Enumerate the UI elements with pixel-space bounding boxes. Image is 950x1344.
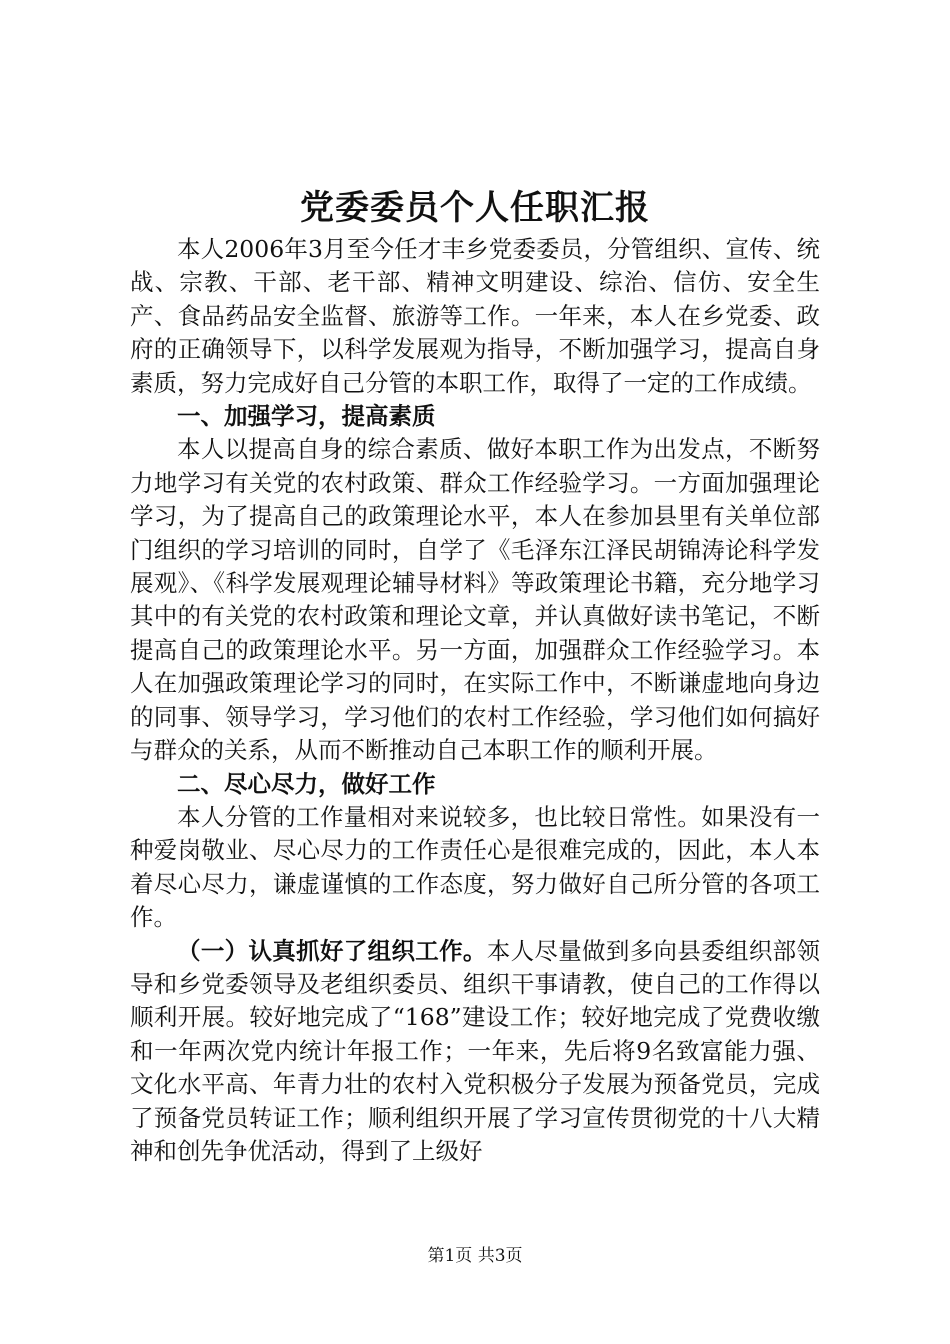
page-footer: 第1页 共3页 xyxy=(427,1246,523,1266)
document-body xyxy=(130,233,820,1168)
subsection-1-paragraph xyxy=(130,935,820,1169)
document-title: 党委委员个人任职汇报 xyxy=(300,188,650,228)
section-1-paragraph: 本人以提高自身的综合素质、做好本职工作为出发点，不断努力地学习有关党的农村政策、群众工作经验学习。一方面加强理论学习，为了提高自己的政策理论水平，本人在参加县里有关单位部门组织的学习培训的同时，自学了《毛泽东江泽民胡锦涛论科学发展观》、《科学发展观理论辅导材料》等政策理论书籍，充分地学习其中的有关党的农村政策和理论文章，并认真做好读书笔记，不断提高自己的政策理论水平。另一方面，加强群众工作经验学习。本人在加强政策理论学习的同时，在实际工作中，不断谦虚地向身边的同事、领导学习，学习他们的农村工作经验，学习他们如何搞好与群众的关系，从而不断推动自己本职工作的顺利开展。 xyxy=(130,435,820,765)
section-2-paragraph: 本人分管的工作量相对来说较多，也比较日常性。如果没有一种爱岗敬业、尽心尽力的工作责任心是很难完成的，因此，本人本着尽心尽力，谦虚谨慎的工作态度，努力做好自己所分管的各项工作。 xyxy=(130,802,820,932)
subsection-heading-1: （一）认真抓好了组织工作。 xyxy=(177,936,487,965)
intro-paragraph: 本人2006年3月至今任才丰乡党委委员，分管组织、宣传、统战、宗教、干部、老干部、精神文明建设、综治、信仿、安全生产、食品药品安全监督、旅游等工作。一年来，本人在乡党委、政府的正确领导下，以科学发展观为指导，不断加强学习，提高自身素质，努力完成好自己分管的本职工作，取得了一定的工作成绩。 xyxy=(130,235,820,397)
section-heading-2: 二、尽心尽力，做好工作 xyxy=(177,769,436,798)
section-heading-1: 一、加强学习，提高素质 xyxy=(177,402,436,431)
subsection-1-body: 本人尽量做到多向县委组织部领导和乡党委领导及老组织委员、组织干事请教，使自己的工作得以顺利开展。较好地完成了“168”建设工作；较好地完成了党费收缴和一年两次党内统计年报工作；一年来，先后将9名致富能力强、文化水平高、年青力壮的农村入党积极分子发展为预备党员，完成了预备党员转证工作；顺利组织开展了学习宣传贯彻党的十八大精神和创先争优活动，得到了上级好 xyxy=(130,936,820,1165)
